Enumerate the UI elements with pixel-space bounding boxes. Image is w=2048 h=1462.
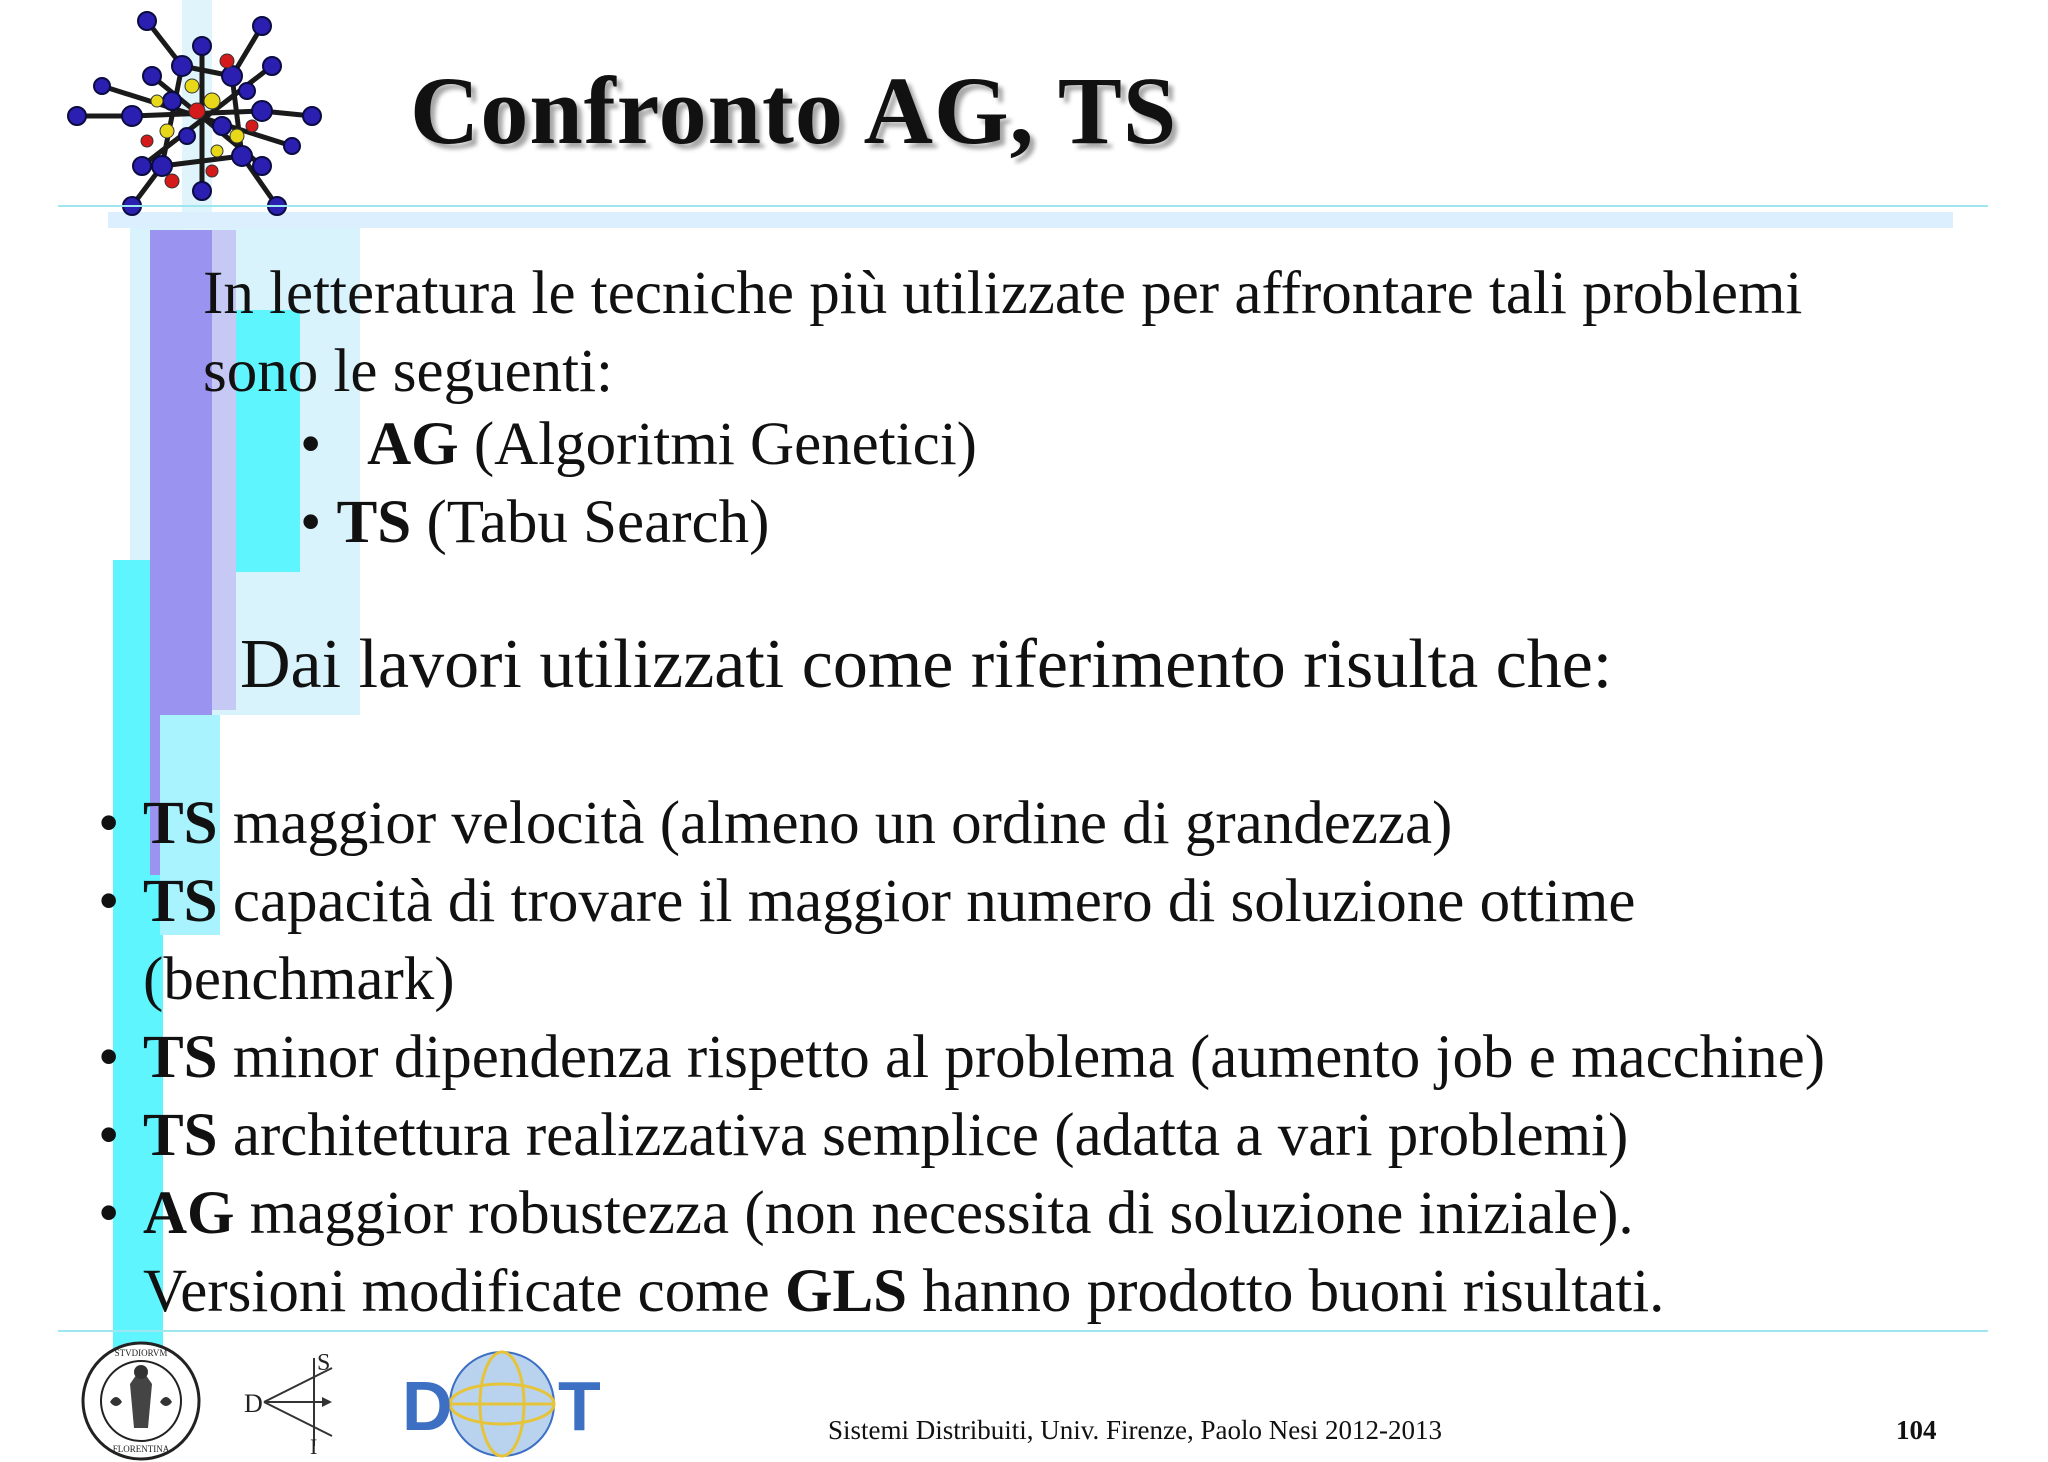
result-text: minor dipendenza rispetto al problema (aumento job e macchine) [232,1024,1826,1091]
university-seal-icon [80,1340,202,1462]
result-abbr: TS [143,1102,218,1169]
disit-logo-icon [400,1348,615,1460]
result-text: maggior velocità (almeno un ordine di grandezza) [232,790,1453,857]
closing-bold: GLS [785,1258,908,1325]
closing-post: hanno prodotto buoni risultati. [922,1258,1665,1325]
svg-text:FLORENTINA: FLORENTINA [112,1444,170,1454]
title-divider [58,205,1988,207]
results-heading: Dai lavori utilizzati come riferimento risulta che: [240,626,1613,703]
result-text: maggior robustezza (non necessita di soluzione iniziale). [249,1180,1634,1247]
dsi-d: D [244,1389,263,1418]
footer-text: Sistemi Distribuiti, Univ. Firenze, Paolo Nesi 2012-2013 [828,1415,1442,1445]
list-item [98,1175,1825,1253]
result-text: capacità di trovare il maggior numero di soluzione ottime [232,868,1636,935]
dsi-i: I [310,1434,318,1455]
list-item [98,785,1825,863]
result-abbr: TS [143,868,218,935]
result-text: architettura realizzativa semplice (adatta a vari problemi) [232,1102,1629,1169]
bullet: • [300,489,322,556]
slide-title: Confronto AG, TS [410,57,1178,164]
technique-item-ag [300,410,977,480]
results-list [98,785,1825,1331]
technique-item-ts [300,488,769,558]
technique-abbr: TS [336,489,412,556]
list-item [98,863,1825,941]
technique-abbr: AG [367,411,459,478]
bullet: • [300,411,322,478]
svg-text:D: D [402,1367,453,1445]
footer-divider [58,1330,1988,1332]
dsi-logo-icon [242,1350,352,1455]
result-text: (benchmark) [143,946,455,1013]
svg-text:STVDIORVM: STVDIORVM [114,1348,168,1358]
list-item [98,1019,1825,1097]
page-number: 104 [1896,1415,1937,1445]
result-abbr: TS [143,1024,218,1091]
list-item-continuation [98,941,1825,1019]
technique-desc: (Algoritmi Genetici) [473,411,977,478]
result-abbr: AG [143,1180,235,1247]
decor-shadow-band [108,212,1953,228]
molecule-logo-icon [62,6,327,221]
closing-pre: Versioni modificate come [143,1258,770,1325]
intro-line-1: In letteratura le tecniche più utilizzate per affrontare tali problemi [203,260,1803,327]
technique-desc: (Tabu Search) [426,489,770,556]
closing-line [98,1253,1825,1331]
dsi-s: S [317,1350,331,1376]
intro-line-2: sono le seguenti: [203,338,613,405]
list-item [98,1097,1825,1175]
result-abbr: TS [143,790,218,857]
svg-text:T: T [558,1367,601,1445]
